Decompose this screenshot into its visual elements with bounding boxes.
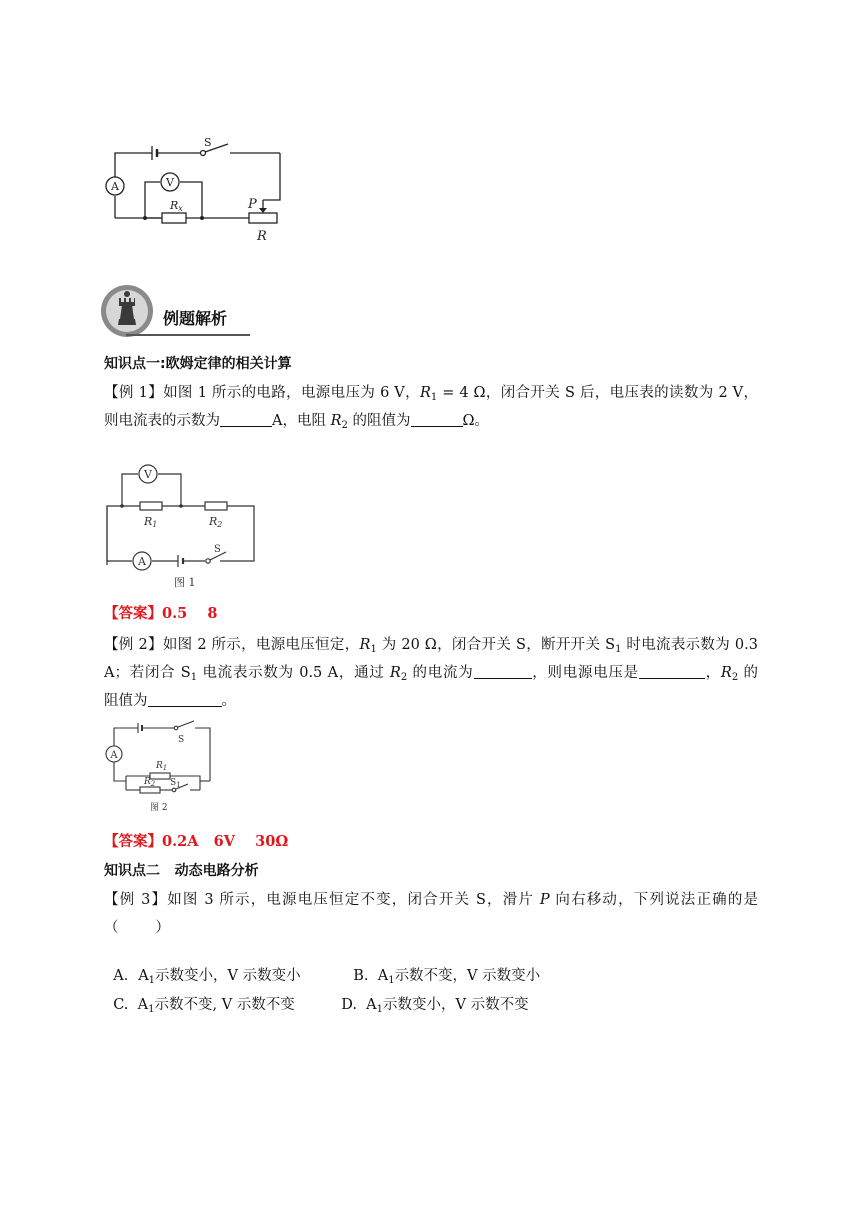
knowledge-point-1-title: 知识点一:欧姆定律的相关计算 xyxy=(104,356,292,372)
switch-label: S xyxy=(178,735,185,745)
option-b[interactable]: B. $A_1$示数不变，V 示数变小 xyxy=(353,968,541,986)
option-a[interactable]: A．$A_1$示数变小，V 示数变小 xyxy=(113,968,301,986)
svg-text:A: A xyxy=(111,180,119,193)
circuit-figure-2 xyxy=(102,718,220,818)
section-banner xyxy=(100,283,250,339)
r1-label: $R_1$ xyxy=(156,761,168,772)
s1-label: $S_1$ xyxy=(170,778,181,789)
example-3-line-2: （ ） xyxy=(104,920,170,936)
voltmeter-symbol xyxy=(161,173,179,191)
svg-text:V: V xyxy=(144,468,152,481)
ammeter-symbol xyxy=(133,552,151,570)
option-d[interactable]: D. $A_1$示数变小，V 示数不变 xyxy=(341,997,529,1015)
svg-text:V: V xyxy=(166,176,174,189)
rheostat-label: R xyxy=(257,229,267,244)
answer-blank[interactable] xyxy=(474,664,532,679)
option-c[interactable]: C. $A_1$示数不变, V 示数不变 xyxy=(113,997,295,1015)
switch-label: S xyxy=(214,544,221,555)
example-1-answer: 【答案】0.5 8 xyxy=(104,605,218,622)
answer-blank[interactable] xyxy=(148,692,222,707)
figure-caption: 图 2 xyxy=(150,803,168,813)
knowledge-point-2-title: 知识点二 动态电路分析 xyxy=(104,863,259,879)
figure-caption: 图 1 xyxy=(174,576,196,589)
circuit-diagram-top xyxy=(100,138,290,248)
example-2-line-1: 【例 2】如图 2 所示，电源电压恒定，$R_1$ 为 20 Ω，闭合开关 S，断开开关 $S_1$ 时电流表示数为 0.3 xyxy=(104,637,758,655)
r2-label: R2 xyxy=(209,515,223,529)
ammeter-symbol xyxy=(106,746,122,762)
rx-label: Rx xyxy=(170,199,183,213)
r1-label: R1 xyxy=(144,515,158,529)
example-2-answer: 【答案】0.2A 6V 30Ω xyxy=(104,833,289,850)
section-title: 例题解析 xyxy=(163,309,228,328)
ammeter-symbol xyxy=(106,177,124,195)
svg-text:A: A xyxy=(110,750,118,761)
example-1-line-2: 则电流表的示数为 A，电阻 $R_2$ 的阻值为 Ω。 xyxy=(104,413,490,431)
answer-blank[interactable] xyxy=(639,664,705,679)
answer-blank[interactable] xyxy=(220,412,272,427)
example-1-line-1: 【例 1】如图 1 所示的电路，电源电压为 6 V，$R_1 = 4$ Ω，闭合开关 S 后，电压表的读数为 2 V， xyxy=(104,385,758,403)
voltmeter-symbol xyxy=(139,465,157,483)
example-2-line-3: 阻值为 。 xyxy=(104,693,236,709)
answer-blank[interactable] xyxy=(411,412,463,427)
svg-text:A: A xyxy=(138,555,146,568)
chess-rook-icon xyxy=(100,283,156,339)
circuit-figure-1 xyxy=(102,460,262,592)
slider-label: P xyxy=(248,197,257,212)
example-2-line-2: A；若闭合 $S_1$ 电流表示数为 0.5 A，通过 $R_2$ 的电流为 ，则电源电压是 ，$R_2$ 的 xyxy=(104,665,759,683)
r2-label: $R_2$ xyxy=(144,777,156,788)
switch-label: S xyxy=(204,138,212,149)
example-3-line-1: 【例 3】如图 3 所示，电源电压恒定不变，闭合开关 S，滑片 P 向右移动，下列说法正确的是 xyxy=(104,892,759,908)
